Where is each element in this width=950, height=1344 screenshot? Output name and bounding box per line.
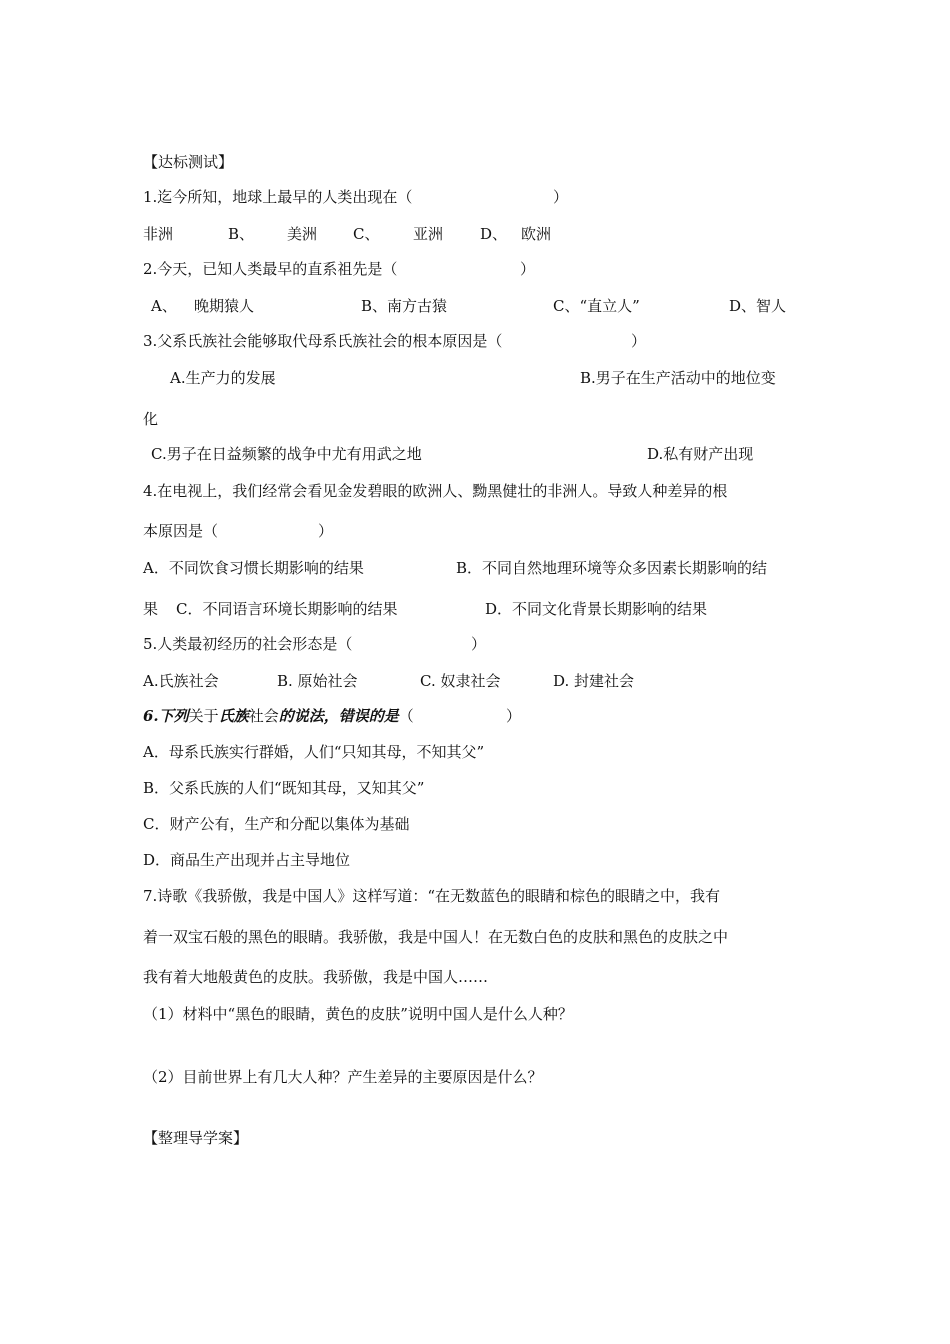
question-4-option-b-wrap: 果 <box>143 600 159 618</box>
question-5-stem: 5.人类最初经历的社会形态是（ <box>143 635 353 653</box>
question-4-option-a: A．不同饮食习惯长期影响的结果 <box>143 559 364 577</box>
question-3-option-b-wrap: 化 <box>143 410 159 428</box>
question-7-sub-2: （2）目前世界上有几大人种？产生差异的主要原因是什么？ <box>143 1068 543 1086</box>
question-6-option-d: D．商品生产出现并占主导地位 <box>143 851 351 869</box>
section-summary-heading: 【整理导学案】 <box>143 1129 249 1147</box>
question-1-option-b: 美洲 <box>287 225 318 243</box>
question-4-option-c: C．不同语言环境长期影响的结果 <box>176 600 398 618</box>
question-1-option-d: 欧洲 <box>521 225 552 243</box>
q6-part-5: 的说法，错误的是 <box>278 707 399 725</box>
q6-part-6: （ <box>398 707 414 725</box>
question-4-option-b: B．不同自然地理环境等众多因素长期影响的结 <box>456 559 768 577</box>
question-3-option-c: C.男子在日益频繁的战争中尤有用武之地 <box>151 445 422 463</box>
question-2-label-a: A、 <box>151 297 177 315</box>
question-6-stem <box>143 706 414 726</box>
question-4-stem-line2: 本原因是（ <box>143 522 219 540</box>
question-3-option-a: A.生产力的发展 <box>170 369 276 387</box>
question-6-option-c: C．财产公有，生产和分配以集体为基础 <box>143 815 410 833</box>
question-7-line2: 着一双宝石般的黑色的眼睛。我骄傲，我是中国人！在无数白色的皮肤和黑色的皮肤之中 <box>143 928 729 946</box>
question-5-close: ） <box>471 635 487 653</box>
question-4-stem-line1: 4.在电视上，我们经常会看见金发碧眼的欧洲人、黝黑健壮的非洲人。导致人种差异的根 <box>143 482 728 500</box>
question-5-option-b: B. 原始社会 <box>277 672 358 690</box>
q6-part-2: 关于 <box>188 707 219 725</box>
question-4-option-d: D．不同文化背景长期影响的结果 <box>485 600 708 618</box>
question-5-option-c: C. 奴隶社会 <box>420 672 501 690</box>
question-4-close: ） <box>318 522 334 540</box>
question-1-option-c: 亚洲 <box>413 225 444 243</box>
question-2-option-d: D、智人 <box>729 297 787 315</box>
question-2-option-b: B、南方古猿 <box>361 297 448 315</box>
question-1-close: ） <box>553 188 569 206</box>
question-1-stem: 1.迄今所知，地球上最早的人类出现在（ <box>143 188 413 206</box>
question-7-sub-1: （1）材料中“黑色的眼睛，黄色的皮肤”说明中国人是什么人种？ <box>143 1005 573 1023</box>
question-1-label-b: B、 <box>228 225 255 243</box>
q6-part-4: 社会 <box>248 707 279 725</box>
question-6-close: ） <box>506 707 522 725</box>
question-3-option-d: D.私有财产出现 <box>647 445 754 463</box>
question-5-option-a: A.氏族社会 <box>143 672 219 690</box>
q6-part-1: 6.下列 <box>143 707 189 725</box>
question-1-label-c: C、 <box>353 225 380 243</box>
question-6-option-b: B．父系氏族的人们“既知其母，又知其父” <box>143 779 425 797</box>
question-3-stem: 3.父系氏族社会能够取代母系氏族社会的根本原因是（ <box>143 332 503 350</box>
question-2-close: ） <box>520 260 536 278</box>
question-2-stem: 2.今天，已知人类最早的直系祖先是（ <box>143 260 398 278</box>
question-7-line3: 我有着大地般黄色的皮肤。我骄傲，我是中国人…… <box>143 968 489 986</box>
section-test-heading: 【达标测试】 <box>143 153 234 171</box>
question-7-line1: 7.诗歌《我骄傲，我是中国人》这样写道：“在无数蓝色的眼睛和棕色的眼睛之中，我有 <box>143 887 720 905</box>
question-6-option-a: A．母系氏族实行群婚，人们“只知其母，不知其父” <box>143 743 485 761</box>
question-3-option-b: B.男子在生产活动中的地位变 <box>580 369 776 387</box>
question-5-option-d: D. 封建社会 <box>553 672 635 690</box>
question-2-option-c: C、“直立人” <box>553 297 640 315</box>
question-1-label-d: D、 <box>480 225 508 243</box>
question-1-option-a: 非洲 <box>143 225 174 243</box>
question-3-close: ） <box>631 332 647 350</box>
question-2-option-a: 晚期猿人 <box>194 297 255 315</box>
q6-part-3: 氏族 <box>218 707 249 725</box>
